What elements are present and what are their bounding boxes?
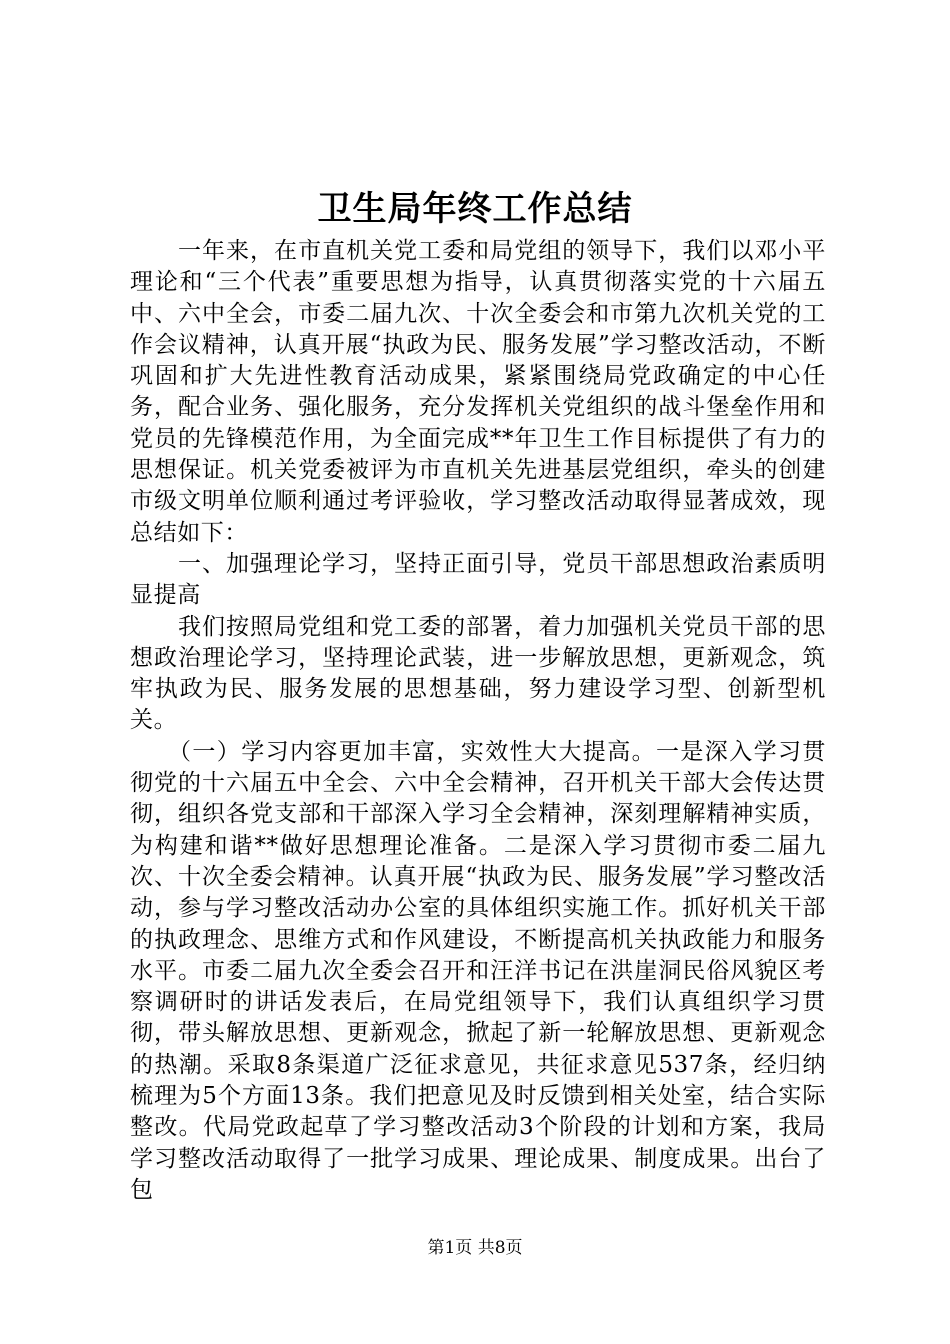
subsection-paragraph-1: （一）学习内容更加丰富，实效性大大提高。一是深入学习贯彻党的十六届五中全会、六中全会精神，召开机关干部大会传达贯彻，组织各党支部和干部深入学习全会精神，深刻理解精神实质，为构建和谐**做好思想理论准备。二是深入学习贯彻市委二届九次、十次全委会精神。认真开展“执政为民、服务发展”学习整改活动，参与学习整改活动办公室的具体组织实施工作。抓好机关干部的执政理念、思维方式和作风建设，不断提高机关执政能力和服务水平。市委二届九次全委会召开和汪洋书记在洪崖洞民俗风貌区考察调研时的讲话发表后，在局党组领导下，我们认真组织学习贯彻，带头解放思想、更新观念，掀起了新一轮解放思想、更新观念的热潮。采取8条渠道广泛征求意见，共征求意见537条，经归纳梳理为5个方面13条。我们把意见及时反馈到相关处室，结合实际整改。代局党政起草了学习整改活动3个阶段的计划和方案，我局学习整改活动取得了一批学习成果、理论成果、制度成果。出台了包 [130,738,826,1203]
document-title: 卫生局年终工作总结 [317,189,633,229]
document-body [130,236,826,1206]
section-paragraph-1: 我们按照局党组和党工委的部署，着力加强机关党员干部的思想政治理论学习，坚持理论武装，进一步解放思想，更新观念，筑牢执政为民、服务发展的思想基础，努力建设学习型、创新型机关。 [130,613,826,734]
section-heading-1: 一、加强理论学习，坚持正面引导，党员干部思想政治素质明显提高 [130,550,826,609]
intro-paragraph: 一年来，在市直机关党工委和局党组的领导下，我们以邓小平理论和“三个代表”重要思想为指导，认真贯彻落实党的十六届五中、六中全会，市委二届九次、十次全委会和市第九次机关党的工作会议精神，认真开展“执政为民、服务发展”学习整改活动，不断巩固和扩大先进性教育活动成果，紧紧围绕局党政确定的中心任务，配合业务、强化服务，充分发挥机关党组织的战斗堡垒作用和党员的先锋模范作用，为全面完成**年卫生工作目标提供了有力的思想保证。机关党委被评为市直机关先进基层党组织，牵头的创建市级文明单位顺利通过考评验收，学习整改活动取得显著成效，现总结如下： [130,238,826,546]
page-number-footer: 第1页 共8页 [427,1238,523,1258]
